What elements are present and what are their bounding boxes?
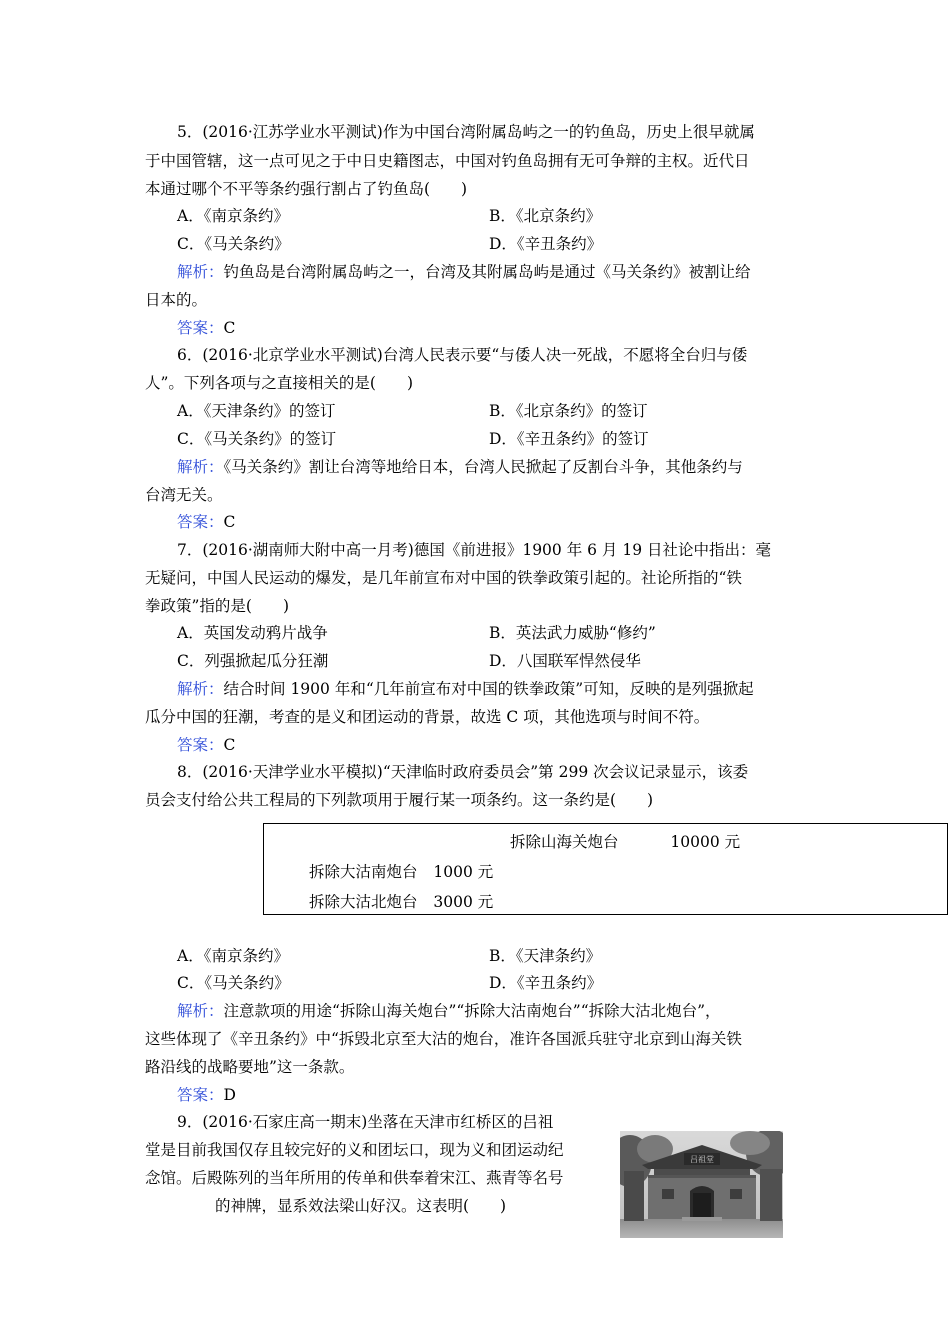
q5-stem-line-1: 5．(2016·江苏学业水平测试)作为中国台湾附属岛屿之一的钓鱼岛，历史上很早就属: [177, 123, 755, 141]
q6-analysis-text-1: 《马关条约》割让台湾等地给日本，台湾人民掀起了反割台斗争，其他条约与: [223, 458, 743, 476]
q8-option-a: A．《南京条约》: [177, 947, 289, 965]
payment-table: [263, 823, 948, 915]
q8-stem-line-1: 8．(2016·天津学业水平模拟)“天津临时政府委员会”第 299 次会议记录显示，该委: [177, 763, 749, 781]
q6-option-c: C．《马关条约》的签订: [177, 430, 337, 448]
q5-answer: [177, 318, 235, 338]
q7-option-c: C．列强掀起瓜分狂潮: [177, 652, 329, 670]
q8-option-b: B．《天津条约》: [489, 947, 602, 965]
q7-stem-line-3: 拳政策”指的是( ): [145, 597, 290, 615]
q8-analysis-line-1: [177, 1001, 721, 1021]
q8-stem-line-2: 员会支付给公共工程局的下列款项用于履行某一项条约。这一条约是( ): [145, 791, 654, 809]
q7-option-d: D．八国联军悍然侵华: [489, 652, 641, 670]
q9-stem-line-3: 念馆。后殿陈列的当年所用的传单和供奉着宋江、燕青等名号: [145, 1169, 564, 1187]
q5-stem-line-3: 本通过哪个不平等条约强行割占了钓鱼岛( ): [145, 180, 468, 198]
q7-analysis-label: 解析：: [177, 680, 224, 698]
table-row-3: [309, 892, 493, 912]
q7-stem-line-1: 7．(2016·湖南师大附中高一月考)德国《前进报》1900 年 6 月 19 日社论中指出：毫: [177, 541, 771, 559]
q6-answer-value: C: [223, 513, 236, 531]
lvzutang-temple-photo: [620, 1131, 783, 1238]
q8-analysis-line-3: 路沿线的战略要地”这一条款。: [145, 1058, 355, 1076]
q6-analysis-line-1: [177, 457, 743, 477]
q6-analysis-label: 解析：: [177, 458, 224, 476]
q8-answer: [177, 1085, 236, 1105]
q6-option-b: B．《北京条约》的签订: [489, 402, 648, 420]
q5-option-d: D．《辛丑条约》: [489, 235, 603, 253]
q5-analysis-line-1: [177, 262, 751, 282]
q5-analysis-line-2: 日本的。: [145, 291, 208, 309]
q5-analysis-label: 解析：: [177, 263, 224, 281]
table-amount-2: 1000 元: [433, 863, 494, 881]
q7-answer-label: 答案：: [177, 736, 224, 754]
q7-option-a: A．英国发动鸦片战争: [177, 624, 328, 642]
q9-stem-line-1: 9．(2016·石家庄高一期末)坐落在天津市红桥区的吕祖: [177, 1113, 554, 1131]
q7-answer: [177, 735, 235, 755]
temple-sign-text: 吕祖堂: [690, 1155, 714, 1164]
table-amount-3: 3000 元: [433, 893, 494, 911]
q5-option-c: C．《马关条约》: [177, 235, 290, 253]
table-item-2: 拆除大沽南炮台: [309, 863, 418, 881]
q9-stem-line-2: 堂是目前我国仅存且较完好的义和团坛口，现为义和团运动纪: [145, 1141, 564, 1159]
q6-option-a: A．《天津条约》的签订: [177, 402, 336, 420]
q6-option-d: D．《辛丑条约》的签订: [489, 430, 649, 448]
q5-option-b: B．《北京条约》: [489, 207, 602, 225]
q8-option-d: D．《辛丑条约》: [489, 974, 603, 992]
q6-stem-line-1: 6．(2016·北京学业水平测试)台湾人民表示要“与倭人决一死战，不愿将全台归与倭: [177, 346, 748, 364]
table-item-1: 拆除山海关炮台: [510, 833, 619, 851]
q8-analysis-label: 解析：: [177, 1002, 224, 1020]
q6-analysis-line-2: 台湾无关。: [145, 486, 223, 504]
q6-answer-label: 答案：: [177, 513, 224, 531]
q8-answer-label: 答案：: [177, 1086, 224, 1104]
q7-analysis-line-1: [177, 679, 754, 699]
table-row-2: [309, 862, 493, 882]
q8-option-c: C．《马关条约》: [177, 974, 290, 992]
q7-stem-line-2: 无疑问，中国人民运动的爆发，是几年前宣布对中国的铁拳政策引起的。社论所指的“铁: [145, 569, 742, 587]
table-row-1: [510, 832, 740, 852]
q5-answer-value: C: [223, 319, 236, 337]
q8-analysis-text-1: 注意款项的用途“拆除山海关炮台”“拆除大沽南炮台”“拆除大沽北炮台”，: [223, 1002, 721, 1020]
q7-answer-value: C: [223, 736, 236, 754]
q8-analysis-line-2: 这些体现了《辛丑条约》中“拆毁北京至大沽的炮台，准许各国派兵驻守北京到山海关铁: [145, 1030, 742, 1048]
q9-stem-line-4: 的神牌，显系效法梁山好汉。这表明( ): [215, 1197, 507, 1215]
q7-option-b: B．英法武力威胁“修约”: [489, 624, 656, 642]
table-amount-1: 10000 元: [670, 833, 741, 851]
q5-answer-label: 答案：: [177, 319, 224, 337]
q6-stem-line-2: 人”。下列各项与之直接相关的是( ): [145, 374, 414, 392]
q6-answer: [177, 512, 235, 532]
q7-analysis-line-2: 瓜分中国的狂潮，考查的是义和团运动的背景，故选 C 项，其他选项与时间不符。: [145, 708, 710, 726]
q7-analysis-text-1: 结合时间 1900 年和“几年前宣布对中国的铁拳政策”可知，反映的是列强掀起: [223, 680, 754, 698]
q5-stem-line-2: 于中国管辖，这一点可见之于中日史籍图志，中国对钓鱼岛拥有无可争辩的主权。近代日: [145, 152, 750, 170]
q8-answer-value: D: [223, 1086, 236, 1104]
table-item-3: 拆除大沽北炮台: [309, 893, 418, 911]
q5-analysis-text-1: 钓鱼岛是台湾附属岛屿之一，台湾及其附属岛屿是通过《马关条约》被割让给: [223, 263, 751, 281]
q5-option-a: A．《南京条约》: [177, 207, 289, 225]
